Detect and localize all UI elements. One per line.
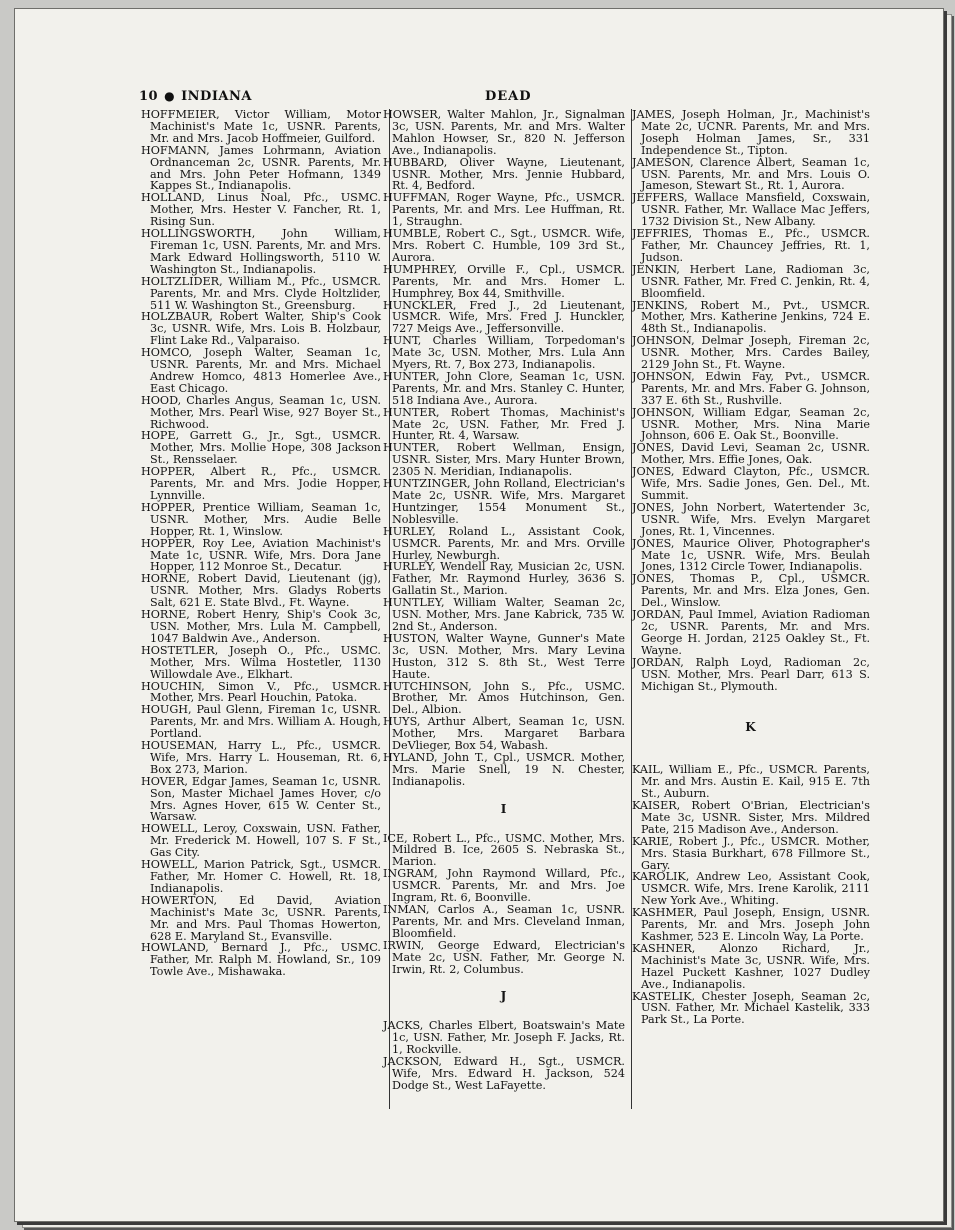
casualty-entry — [383, 478, 625, 526]
casualty-name: HUSTON, Walter Wayne, — [383, 631, 538, 645]
casualty-entry — [632, 335, 870, 371]
casualty-name: HUNTER, John Clore, — [383, 369, 520, 383]
casualty-entry — [141, 395, 381, 431]
casualty-name: HYLAND, John T., — [383, 750, 494, 764]
casualty-entry — [632, 442, 870, 466]
casualty-entry — [141, 942, 381, 978]
casualty-details: Pfc., USMCR. Father, Mr. Chauncey Jeffries, Rt. 1, Judson. — [641, 227, 870, 264]
casualty-name: JORDAN, Paul Immel, — [632, 608, 762, 622]
casualty-name: HUNTLEY, William Walter, — [383, 596, 554, 610]
casualty-details: Watertender 3c, USNR. Wife, Mrs. Evelyn Margaret Jones, Rt. 1, Vincennes. — [641, 500, 870, 538]
casualty-entry — [383, 300, 625, 336]
casualty-entry — [383, 371, 625, 407]
casualty-entry — [141, 573, 381, 609]
casualty-entry — [632, 943, 870, 991]
casualty-entry — [141, 192, 381, 228]
casualty-details: Pfc., USMCR. Wife, Mrs. Sadie Jones, Gen. Del., Mt. Summit. — [641, 465, 870, 502]
casualty-details: Pfc., USMC. Father, Mr. Ralph M. Howland, Sr., 109 Towle Ave., Mishawaka. — [150, 941, 381, 979]
casualty-name: KAIL, William E., — [632, 763, 739, 777]
casualty-name: JOHNSON, Delmar Joseph, — [632, 334, 799, 348]
casualty-details: Fireman 1c, USNR. Parents, Mr. and Mrs. William A. Hough, Portland. — [150, 703, 381, 741]
casualty-name: HUMBLE, Robert C., — [383, 227, 511, 241]
casualty-details: Cpl., USMCR. Mother, Mrs. Marie Snell, 19 N. Chester, Indianapolis. — [392, 750, 625, 788]
casualty-name: JORDAN, Ralph Loyd, — [632, 655, 784, 669]
casualty-entry — [141, 276, 381, 312]
casualty-name: ICE, Robert L., — [383, 831, 476, 845]
casualty-entry — [141, 859, 381, 895]
casualty-name: HUNT, Charles William, — [383, 334, 546, 348]
casualty-entry — [632, 371, 870, 407]
casualty-entry — [383, 264, 625, 300]
casualty-details: Radioman 2c, USN. Mother, Mrs. Pearl Darr, 613 S. Michigan St., Plymouth. — [641, 655, 870, 693]
casualty-name: HOUSEMAN, Harry L., — [141, 739, 297, 753]
casualty-entry — [632, 764, 870, 800]
casualty-entry — [141, 823, 381, 859]
casualty-entry — [632, 538, 870, 574]
casualty-entry — [632, 192, 870, 228]
casualty-details: Pfc., USMCR. Parents, Mr. and Mrs. Jodie Hopper, Lynnville. — [150, 465, 381, 502]
casualty-details: Assistant Cook, USMCR. Wife, Mrs. Irene Karolik, 2111 New York Ave., Whiting. — [641, 870, 871, 908]
casualty-name: IRWIN, George Edward, — [383, 938, 555, 952]
casualty-entry — [141, 609, 381, 645]
casualty-details: Torpedoman's Mate 3c, USN. Mother, Mrs. Lula Ann Myers, Rt. 7, Box 273, Indianapolis. — [392, 334, 625, 372]
casualty-entry — [141, 645, 381, 681]
casualty-name: HUFFMAN, Roger Wayne, — [383, 191, 545, 205]
casualty-details: Ship's Cook 3c, USNR. Wife, Mrs. Lois B. Holzbaur, Flint Lake Rd., Valparaiso. — [150, 310, 382, 348]
casualty-details: Motor Machinist's Mate 1c, USNR. Parents, Mr. and Mrs. Jacob Hoffmeier, Guilford. — [150, 108, 381, 145]
casualty-name: KASHMER, Paul Joseph, — [632, 906, 783, 920]
casualty-details: Pfc., USMC. Brother, Mr. Amos Hutchinson, Gen. Del., Albion. — [392, 679, 625, 717]
casualty-details: Photographer's Mate 1c, USNR. Wife, Mrs. Beulah Jones, 1312 Circle Tower, Indianapolis. — [641, 536, 870, 574]
casualty-name: HUTCHINSON, John S., — [383, 679, 548, 693]
casualty-entry — [383, 633, 625, 681]
casualty-details: Gunner's Mate 3c, USN. Mother, Mrs. Mary Levina Huston, 312 S. 8th St., West Terre Haute. — [392, 631, 625, 681]
casualty-details: Seaman 1c, USN. Parents, Mr. and Mrs. Louis O. Jameson, Stewart St., Rt. 1, Aurora. — [641, 155, 871, 193]
page-title: DEAD — [485, 89, 532, 104]
casualty-details: Seaman 1c, USN. Mother, Mrs. Margaret Barbara DeVlieger, Box 54, Wabash. — [392, 715, 625, 753]
casualty-entry — [632, 609, 870, 657]
casualty-name: HOUCHIN, Simon V., — [141, 679, 294, 693]
casualty-details: Machinist's Mate 2c, USN. Father, Mr. Fred J. Hunter, Rt. 4, Warsaw. — [392, 405, 625, 443]
casualty-details: Ensign, USNR. Sister, Mrs. Mary Hunter Brown, 2305 N. Meridian, Indianapolis. — [392, 441, 625, 479]
casualty-details: Assistant Cook, USMCR. Parents, Mr. and Mrs. Orville Hurley, Newburgh. — [392, 524, 626, 562]
casualty-entry — [383, 716, 625, 752]
casualty-entry — [383, 442, 625, 478]
casualty-name: JONES, David Levi, — [632, 441, 756, 455]
casualty-entry — [383, 868, 625, 904]
casualty-entry — [141, 538, 381, 574]
casualty-details: Pfc., USMCR. Parents, Mr. and Mrs. Clyde Holtzlider, 511 W. Washington St., Greensburg. — [150, 274, 381, 312]
casualty-entry — [383, 833, 625, 869]
casualty-details: Pfc., USMC. Mother, Mrs. Wilma Hostetler, 1130 Willowdale Ave., Elkhart. — [150, 643, 381, 681]
casualty-entry — [632, 109, 870, 157]
casualty-details: Seaman 2c, USNR. Mother, Mrs. Nina Marie Johnson, 606 E. Oak St., Boonville. — [641, 405, 870, 443]
casualty-details: Pfc., USMCR. Parents, Mr. and Mrs. Austin E. Kail, 915 E. 7th St., Auburn. — [641, 763, 870, 801]
casualty-details: Pfc., USMC. Mother, Mrs. Hester V. Fancher, Rt. 1, Rising Sun. — [150, 191, 381, 229]
casualty-details: Sgt., USMCR. Wife, Mrs. Robert C. Humble, 109 3rd St., Aurora. — [392, 227, 625, 264]
casualty-name: HOOD, Charles Angus, — [141, 393, 279, 407]
casualty-name: HOLTZLIDER, William M., — [141, 274, 302, 288]
casualty-entry — [383, 407, 625, 443]
casualty-name: JONES, Maurice Oliver, — [632, 536, 783, 550]
casualty-name: HOSTETLER, Joseph O., — [141, 643, 305, 657]
casualty-details: Seaman 2c, USN. Father, Mr. Michael Kastelik, 333 Park St., La Porte. — [641, 989, 870, 1027]
casualty-details: Ensign, USNR. Parents, Mr. and Mrs. Joseph John Kashmer, 523 E. Lincoln Way, La Porte. — [641, 906, 870, 943]
casualty-name: HUBBARD, Oliver Wayne, — [383, 155, 560, 169]
page-header — [139, 89, 859, 107]
casualty-details: Signalman 3c, USN. Parents, Mr. and Mrs. Walter Mahlon Howser, Sr., 820 N. Jefferson Ave., Indianapolis. — [392, 108, 625, 157]
casualty-name: JACKSON, Edward H., — [383, 1055, 538, 1069]
casualty-entry — [632, 407, 870, 443]
casualty-entry — [141, 681, 381, 705]
casualty-entry — [141, 228, 381, 276]
casualty-name: HOWELL, Marion Patrick, — [141, 858, 300, 872]
casualty-details: Machinist's Mate 3c, USNR. Wife, Mrs. Hazel Puckett Kashner, 1027 Dudley Ave., Indianapolis. — [641, 953, 870, 991]
casualty-details: Cpl., USMCR. Parents, Mr. and Mrs. Homer L. Humphrey, Box 44, Smithville. — [392, 262, 625, 300]
casualty-entry — [632, 800, 870, 836]
casualty-details: Musician 2c, USN. Father, Mr. Raymond Hurley, 3636 S. Gallatin St., Marion. — [392, 560, 625, 598]
page-number: 10 — [139, 89, 159, 104]
casualty-details: Aviation Radioman 2c, USNR. Parents, Mr. and Mrs. George H. Jordan, 2125 Oakley St., Ft. Wayne. — [641, 608, 870, 657]
casualty-name: JEFFERS, Wallace Mansfield, — [632, 191, 813, 205]
casualty-details: Sgt., USMCR. Father, Mr. Homer C. Howell, Rt. 18, Indianapolis. — [150, 858, 382, 895]
casualty-entry — [141, 502, 381, 538]
casualty-entry — [632, 466, 870, 502]
casualty-name: HOMCO, Joseph Walter, — [141, 346, 307, 360]
casualty-entry — [141, 776, 381, 824]
casualty-name: HUNTZINGER, John Rolland, — [383, 477, 555, 491]
casualty-entry — [632, 657, 870, 693]
section-letter: K — [745, 720, 757, 735]
casualty-details: Electrician's Mate 2c, USNR. Wife, Mrs. Margaret Huntzinger, 1554 Monument St., Noblesville. — [392, 477, 625, 526]
casualty-name: JONES, Thomas P., — [632, 572, 779, 586]
casualty-entry — [383, 597, 625, 633]
casualty-name: KASHNER, Alonzo Richard, Jr., — [632, 941, 870, 955]
casualty-name: KAISER, Robert O'Brian, — [632, 799, 800, 813]
casualty-entry — [632, 502, 870, 538]
casualty-name: INMAN, Carlos A., — [383, 903, 507, 916]
casualty-details: 2d Lieutenant, USMCR. Wife, Mrs. Fred J. Hunckler, 727 Meigs Ave., Jeffersonville. — [392, 298, 625, 336]
casualty-name: JENKIN, Herbert Lane, — [632, 262, 786, 276]
casualty-name: HURLEY, Wendell Ray, — [383, 560, 518, 574]
casualty-details: Seaman 1c, USNR. Parents, Mr. and Mrs. Cleveland Inman, Bloomfield. — [392, 903, 625, 940]
casualty-name: HOWSER, Walter Mahlon, Jr., — [383, 108, 565, 121]
section-letter: J — [500, 989, 508, 1004]
casualty-name: HUMPHREY, Orville F., — [383, 262, 540, 276]
section-letter: I — [500, 801, 508, 816]
casualty-details: Pfc., USMCR. Wife, Mrs. Harry L. Houseman, Rt. 6, Box 273, Marion. — [150, 739, 381, 776]
casualty-name: HOLLAND, Linus Noal, — [141, 191, 304, 205]
casualty-details: Pfc., USMCR. Mother, Mrs. Stasia Burkhart, 678 Fillmore St., Gary. — [641, 834, 870, 872]
casualty-details: Seaman 1c, USN. Parents, Mr. and Mrs. Stanley C. Hunter, 518 Indiana Ave., Aurora. — [392, 369, 626, 407]
casualty-name: JAMES, Joseph Holman, Jr., — [632, 108, 805, 121]
casualty-name: HORNE, Robert David, — [141, 572, 289, 586]
casualty-name: HUNTER, Robert Wellman, — [383, 441, 583, 455]
casualty-details: Sgt., USMCR. Wife, Mrs. Edward H. Jackson, 524 Dodge St., West LaFayette. — [392, 1055, 625, 1092]
header-left — [139, 89, 252, 104]
casualty-entry — [141, 740, 381, 776]
casualty-details: Coxswain, USN. Father, Mr. Frederick M. Howell, 107 S. F St., Gas City. — [150, 822, 381, 860]
casualty-details: Machinist's Mate 2c, UCNR. Parents, Mr. and Mrs. Joseph Holman James, Sr., 331 Independence St., Tipton. — [641, 108, 870, 157]
casualty-name: JENKINS, Robert M., — [632, 298, 783, 312]
document-page — [14, 8, 944, 1222]
casualty-name: INGRAM, John Raymond Willard, — [383, 867, 600, 881]
casualty-entry — [383, 109, 625, 157]
casualty-details: Coxswain, USNR. Father, Mr. Wallace Mac Jeffers, 1732 Division St., New Albany. — [641, 191, 870, 229]
casualty-details: Electrician's Mate 3c, USNR. Sister, Mrs. Mildred Pate, 215 Madison Ave., Anderson. — [641, 799, 870, 836]
casualty-details: Aviation Machinist's Mate 1c, USNR. Wife, Mrs. Dora Jane Hopper, 112 Monroe St., Decatur. — [150, 536, 381, 574]
casualty-details: Pfc., USMCR. Parents, Mr. and Mrs. Lee Huffman, Rt. 1, Straughn. — [392, 191, 625, 229]
casualty-name: HORNE, Robert Henry, — [141, 608, 287, 622]
casualty-name: KASTELIK, Chester Joseph, — [632, 989, 801, 1003]
casualty-entry — [141, 430, 381, 466]
casualty-name: HOFFMEIER, Victor William, — [141, 108, 347, 121]
casualty-entry — [632, 871, 870, 907]
casualty-entry — [383, 904, 625, 940]
casualty-entry — [383, 1020, 625, 1056]
casualty-name: JEFFRIES, Thomas E., — [632, 227, 785, 241]
casualty-name: KAROLIK, Andrew Leo, — [632, 870, 779, 884]
casualty-entry — [141, 145, 381, 193]
casualty-name: HOPPER, Albert R., — [141, 465, 292, 479]
casualty-name: HOLLINGSWORTH, John William, — [141, 227, 381, 241]
casualty-name: HOLZBAUR, Robert Walter, — [141, 310, 312, 324]
casualty-details: Pfc., USMCR. Mother, Mrs. Pearl Houchin, Patoka. — [150, 679, 381, 705]
casualty-entry — [632, 264, 870, 300]
casualty-entry — [632, 573, 870, 609]
casualty-name: JAMESON, Clarence Albert, — [632, 155, 802, 169]
casualty-entry — [383, 681, 625, 717]
casualty-name: JACKS, Charles Elbert, — [383, 1019, 523, 1033]
casualty-entry — [141, 704, 381, 740]
casualty-details: Electrician's Mate 2c, USN. Father, Mr. George N. Irwin, Rt. 2, Columbus. — [392, 938, 625, 976]
casualty-entry — [383, 1056, 625, 1092]
bullet-separator: ● — [164, 89, 176, 103]
casualty-name: HOWELL, Leroy, — [141, 822, 244, 836]
casualty-name: HOPE, Garrett G., Jr., — [141, 429, 295, 443]
casualty-entry — [632, 836, 870, 872]
casualty-entry — [383, 157, 625, 193]
casualty-entry — [141, 311, 381, 347]
casualty-details: Seaman 1c, USNR. Parents, Mr. and Mrs. Michael Andrew Homco, 4813 Homerlee Ave., East Chicago. — [150, 346, 381, 395]
casualty-details: Radioman 3c, USNR. Father, Mr. Fred C. Jenkin, Rt. 4, Bloomfield. — [641, 262, 870, 300]
casualty-details: Pvt., USMCR. Mother, Mrs. Katherine Jenkins, 724 E. 48th St., Indianapolis. — [641, 298, 870, 336]
casualty-entry — [141, 109, 381, 145]
casualty-details: Sgt., USMCR. Mother, Mrs. Mollie Hope, 308 Jackson St., Rensselaer. — [150, 429, 381, 467]
casualty-details: Lieutenant (jg), USNR. Mother, Mrs. Gladys Roberts Salt, 621 E. State Blvd., Ft. Wayne. — [150, 572, 381, 610]
column-1 — [141, 109, 381, 978]
casualty-name: JOHNSON, William Edgar, — [632, 405, 800, 419]
casualty-entry — [383, 228, 625, 264]
column-3 — [632, 109, 870, 1026]
casualty-entry — [141, 466, 381, 502]
casualty-entry — [383, 561, 625, 597]
casualty-entry — [632, 991, 870, 1027]
casualty-entry — [632, 907, 870, 943]
casualty-details: Pvt., USMCR. Parents, Mr. and Mrs. Faber G. Johnson, 337 E. 6th St., Rushville. — [641, 369, 870, 407]
casualty-entry — [383, 192, 625, 228]
casualty-details: Seaman 2c, USNR. Mother, Mrs. Effie Jones, Oak. — [641, 441, 870, 467]
casualty-details: Fireman 2c, USNR. Mother, Mrs. Cardes Bailey, 2129 John St., Ft. Wayne. — [641, 334, 870, 372]
column-2 — [383, 109, 625, 1092]
casualty-name: HOWLAND, Bernard J., — [141, 941, 304, 955]
casualty-name: HOWERTON, Ed David, — [141, 893, 335, 907]
casualty-entry — [383, 526, 625, 562]
casualty-name: HOVER, Edgar James, — [141, 774, 272, 788]
casualty-entry — [632, 157, 870, 193]
casualty-name: HOPPER, Roy Lee, — [141, 536, 263, 550]
casualty-entry — [141, 347, 381, 395]
casualty-name: HOPPER, Prentice William, — [141, 500, 312, 514]
casualty-details: Lieutenant, USNR. Mother, Mrs. Jennie Hubbard, Rt. 4, Bedford. — [392, 155, 625, 193]
state-name: INDIANA — [181, 89, 252, 104]
casualty-name: HUNTER, Robert Thomas, — [383, 405, 560, 419]
casualty-name: HUNCKLER, Fred J., — [383, 298, 533, 312]
casualty-details: Seaman 2c, USN. Mother, Mrs. Jane Kabrick, 735 W. 2nd St., Anderson. — [392, 596, 626, 633]
casualty-entry — [632, 300, 870, 336]
casualty-entry — [383, 335, 625, 371]
casualty-details: Aviation Ordnanceman 2c, USNR. Parents, Mr. and Mrs. John Peter Hofmann, 1349 Kappes St., Indianapolis. — [150, 143, 381, 193]
casualty-details: Seaman 1c, USNR. Mother, Mrs. Audie Belle Hopper, Rt. 1, Winslow. — [150, 500, 381, 538]
casualty-details: Boatswain's Mate 1c, USN. Father, Mr. Joseph F. Jacks, Rt. 1, Rockville. — [392, 1019, 626, 1057]
casualty-entry — [632, 228, 870, 264]
casualty-details: Seaman 1c, USN. Mother, Mrs. Pearl Wise, 927 Boyer St., Richwood. — [150, 393, 381, 431]
casualty-details: Fireman 1c, USN. Parents, Mr. and Mrs. Mark Edward Hollingsworth, 5110 W. Washington St., Indianapolis. — [150, 238, 381, 276]
casualty-entry — [383, 752, 625, 788]
casualty-name: HURLEY, Roland L., — [383, 524, 529, 538]
casualty-details: Seaman 1c, USNR. Son, Master Michael James Hover, c/o Mrs. Agnes Hover, 615 W. Center St., Warsaw. — [150, 774, 381, 824]
casualty-name: HOUGH, Paul Glenn, — [141, 703, 268, 717]
casualty-details: Cpl., USMCR. Parents, Mr. and Mrs. Elza Jones, Gen. Del., Winslow. — [641, 572, 870, 610]
casualty-entry — [383, 940, 625, 976]
casualty-details: Pfc., USMCR. Parents, Mr. and Mrs. Joe Ingram, Rt. 6, Boonville. — [392, 867, 625, 905]
casualty-details: Pfc., USMC. Mother, Mrs. Mildred B. Ice, 2605 S. Nebraska St., Marion. — [392, 831, 625, 869]
casualty-name: JONES, Edward Clayton, — [632, 465, 789, 479]
casualty-entry — [141, 895, 381, 943]
casualty-name: HUYS, Arthur Albert, — [383, 715, 519, 729]
casualty-name: HOFMANN, James Lohrmann, — [141, 143, 335, 157]
casualty-name: JOHNSON, Edwin Fay, — [632, 369, 785, 383]
casualty-details: Ship's Cook 3c, USN. Mother, Mrs. Lula M. Campbell, 1047 Baldwin Ave., Anderson. — [150, 608, 381, 645]
casualty-name: KARIE, Robert J., — [632, 834, 740, 848]
casualty-details: Aviation Machinist's Mate 3c, USNR. Parents, Mr. and Mrs. Paul Thomas Howerton, 628 E. Maryland St., Evansville. — [150, 893, 381, 943]
casualty-name: JONES, John Norbert, — [632, 500, 774, 514]
